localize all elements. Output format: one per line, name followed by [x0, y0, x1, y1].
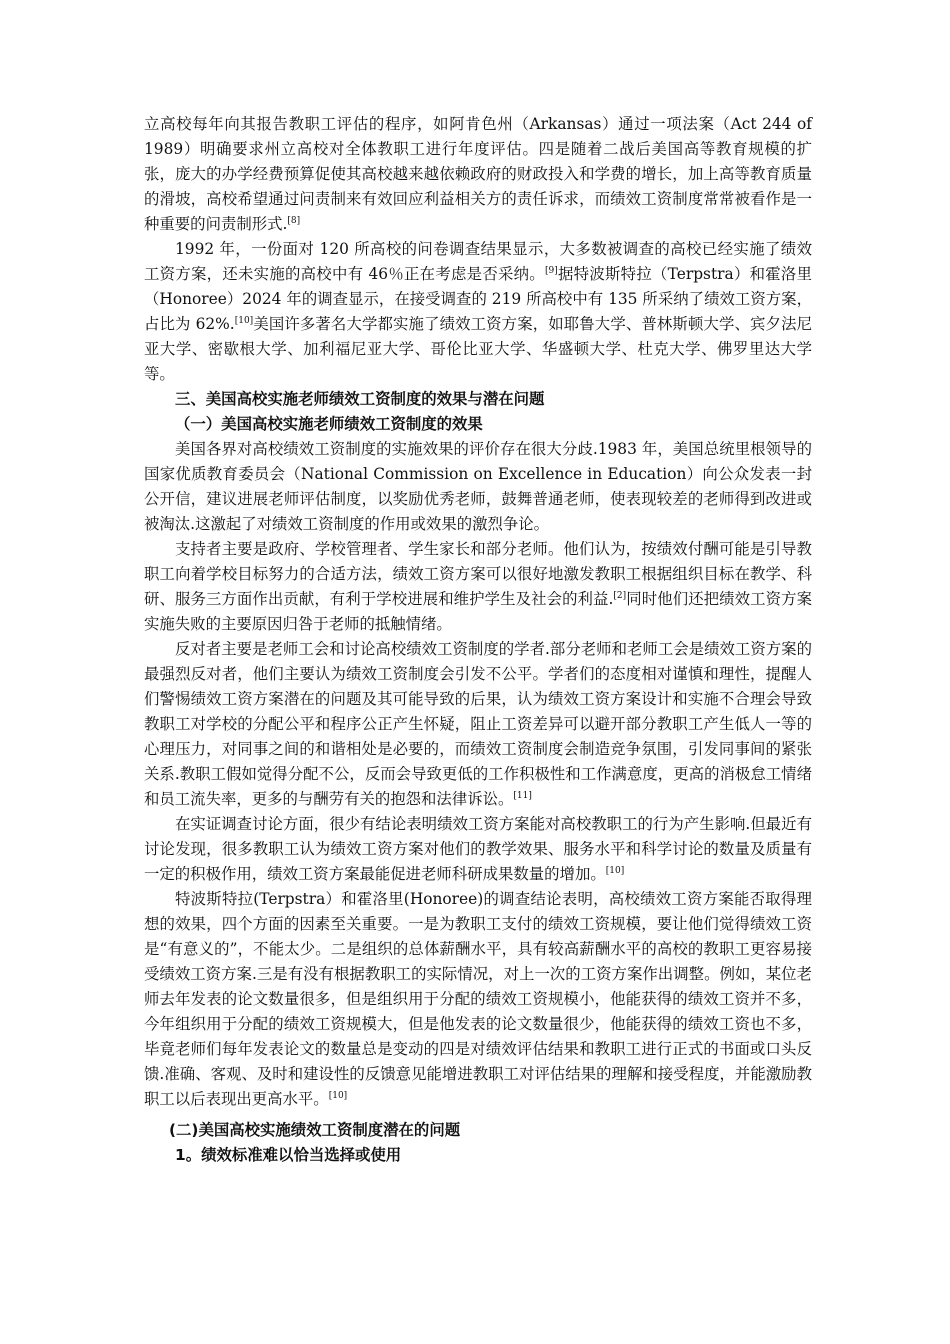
paragraph-2-text-b: 据特波斯特拉（Terpstra）和霍洛里（Honoree）2024 年的调查显示，在接受调查的 219 所高校中有 135 所采纳了绩效工资方案，占比为 62%.: [144, 265, 812, 333]
paragraph-2-text: 1992 年，一份面对 120 所高校的问卷调查结果显示，大多数被调查的高校已经实施了绩效工资方案，还未实施的高校中有 46％正在考虑是否采纳。: [144, 240, 812, 283]
citation-8: [8]: [287, 215, 301, 226]
subsection-2-heading: (二)美国高校实施绩效工资制度潜在的问题: [169, 1121, 461, 1139]
paragraph-2: [144, 237, 812, 387]
paragraph-6-text: 在实证调查讨论方面，很少有结论表明绩效工资方案能对高校教职工的行为产生影响.但最近有讨论发现，很多教职工认为绩效工资方案对他们的教学效果、服务水平和科学讨论的数量及质量有一定的积极作用，绩效工资方案最能促进老师科研成果数量的增加。: [144, 815, 812, 883]
paragraph-1: [144, 112, 812, 237]
paragraph-2-text-c: 美国许多著名大学都实施了绩效工资方案，如耶鲁大学、普林斯顿大学、宾夕法尼亚大学、密歇根大学、加利福尼亚大学、哥伦比亚大学、华盛顿大学、杜克大学、佛罗里达大学等。: [144, 315, 812, 383]
paragraph-4-text: 支持者主要是政府、学校管理者、学生家长和部分老师。他们认为，按绩效付酬可能是引导教职工向着学校目标努力的合适方法，绩效工资方案可以很好地激发教职工根据组织目标在教学、科研、服务三方面作出贡献，有利于学校进展和维护学生及社会的利益.: [144, 540, 812, 608]
subsection-1-heading: （一）美国高校实施老师绩效工资制度的效果: [175, 415, 483, 433]
paragraph-5: [144, 637, 812, 812]
section-3-heading: 三、美国高校实施老师绩效工资制度的效果与潜在问题: [175, 390, 545, 408]
citation-10b: [10]: [605, 865, 625, 876]
citation-11: [11]: [513, 790, 532, 801]
citation-10: [10]: [234, 315, 254, 326]
paragraph-4: [144, 537, 812, 637]
paragraph-3: 美国各界对高校绩效工资制度的实施效果的评价存在很大分歧.1983 年，美国总统里根领导的国家优质教育委员会（National Commission on Excellence in Education）向公众发表一封公开信，建议进展老师评估制度，以奖励优秀老师，鼓舞普通老师，使表现较差的老师得到改进或被淘汰.这激起了对绩效工资制度的作用或效果的激烈争论。: [144, 440, 812, 533]
paragraph-5-text: 反对者主要是老师工会和讨论高校绩效工资制度的学者.部分老师和老师工会是绩效工资方案的最强烈反对者，他们主要认为绩效工资制度会引发不公平。学者们的态度相对谨慎和理性，提醒人们警惕绩效工资方案潜在的问题及其可能导致的后果，认为绩效工资方案设计和实施不合理会导致教职工对学校的分配公平和程序公正产生怀疑，阻止工资差异可以避开部分教职工产生低人一等的心理压力，对同事之间的和谐相处是必要的，而绩效工资制度会制造竞争氛围，引发同事间的紧张关系.教职工假如觉得分配不公，反而会导致更低的工作积极性和工作满意度，更高的消极怠工情绪和员工流失率，更多的与酬劳有关的抱怨和法律诉讼。: [144, 640, 812, 808]
document-page: [144, 112, 812, 1168]
paragraph-7: [144, 887, 812, 1112]
paragraph-4-text-b: 同时他们还把绩效工资方案实施失败的主要原因归咎于老师的抵触情绪。: [144, 590, 812, 633]
item-1-heading: 1。绩效标准难以恰当选择或使用: [175, 1146, 402, 1164]
paragraph-1-text: 立高校每年向其报告教职工评估的程序，如阿肯色州（Arkansas）通过一项法案（Act 244 of 1989）明确要求州立高校对全体教职工进行年度评估。四是随着二战后美国高等教育规模的扩张，庞大的办学经费预算促使其高校越来越依赖政府的财政投入和学费的增长，加上高等教育质量的滑坡，高校希望通过问责制来有效回应利益相关方的责任诉求，而绩效工资制度常常被看作是一种重要的问责制形式.: [144, 115, 812, 233]
paragraph-6: [144, 812, 812, 887]
citation-2: [2]: [613, 590, 627, 601]
citation-10c: [10]: [328, 1090, 348, 1101]
paragraph-7-text: 特波斯特拉(Terpstra）和霍洛里(Honoree)的调查结论表明，高校绩效工资方案能否取得理想的效果，四个方面的因素至关重要。一是为教职工支付的绩效工资规模，要让他们觉得绩效工资是“有意义的”，不能太少。二是组织的总体薪酬水平，具有较高薪酬水平的高校的教职工更容易接受绩效工资方案.三是有没有根据教职工的实际情况，对上一次的工资方案作出调整。例如，某位老师去年发表的论文数量很多，但是组织用于分配的绩效工资规模小，他能获得的绩效工资并不多，今年组织用于分配的绩效工资规模大，但是他发表的论文数量很少，他能获得的绩效工资也不多，毕竟老师们每年发表论文的数量总是变动的四是对绩效评估结果和教职工进行正式的书面或口头反馈.准确、客观、及时和建设性的反馈意见能增进教职工对评估结果的理解和接受程度，并能激励教职工以后表现出更高水平。: [144, 890, 812, 1108]
citation-9: [9]: [544, 265, 558, 276]
